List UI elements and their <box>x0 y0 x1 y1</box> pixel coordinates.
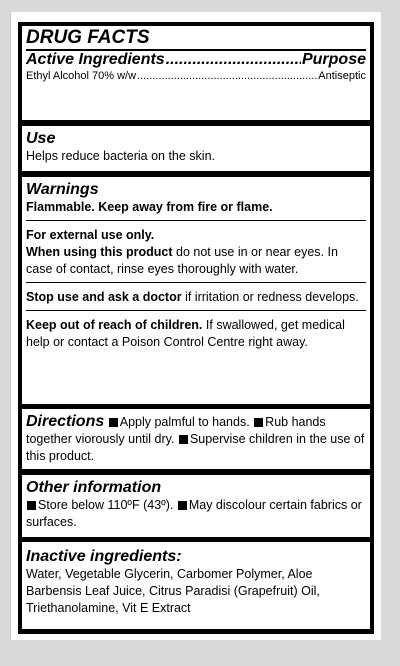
inactive-text: Water, Vegetable Glycerin, Carbomer Polymer, Aloe Barbensis Leaf Juice, Citrus Paradisi (Grapefruit) Oil, Triethanolamine, Vit E Extract <box>26 567 320 615</box>
active-heading: Active Ingredients <box>26 51 165 68</box>
bullet-square-icon <box>27 501 36 510</box>
when-using-text: do not use in or near eyes. In case of contact, rinse eyes thoroughly with water. <box>26 245 338 276</box>
other-info-item-1: Store below 110ºF (43º). <box>38 498 174 512</box>
ingredient-purpose: Antiseptic <box>318 70 366 82</box>
use-text: Helps reduce bacteria on the skin. <box>26 149 215 163</box>
directions-paragraph <box>26 413 366 465</box>
flammable-warning: Flammable. Keep away from fire or flame. <box>26 200 273 214</box>
external-use-warning: For external use only. <box>26 228 155 242</box>
active-heading-row <box>26 51 366 69</box>
when-using-lead: When using this product <box>26 245 173 259</box>
when-using-paragraph <box>26 244 366 278</box>
purpose-heading: Purpose <box>301 51 366 68</box>
drug-facts-title: DRUG FACTS <box>26 27 150 48</box>
leader-dots <box>137 69 317 83</box>
children-text: If swallowed, get medical help or contact a Poison Control Centre right away. <box>26 318 345 349</box>
other-info-heading: Other information <box>26 479 162 496</box>
use-section <box>22 126 370 171</box>
bullet-square-icon <box>179 435 188 444</box>
stop-use-lead: Stop use and ask a doctor <box>26 290 182 304</box>
warnings-section <box>22 177 370 404</box>
use-heading: Use <box>26 130 56 147</box>
bullet-square-icon <box>109 418 118 427</box>
label-card <box>10 12 381 640</box>
stop-use-text: if irritation or redness develops. <box>181 290 359 304</box>
inactive-ingredients-section <box>22 542 370 629</box>
ingredient-row <box>26 69 366 83</box>
bullet-square-icon <box>254 418 263 427</box>
divider <box>26 220 366 221</box>
inactive-heading: Inactive ingredients: <box>26 548 182 565</box>
children-lead: Keep out of reach of children. <box>26 318 203 332</box>
children-paragraph <box>26 317 366 351</box>
ingredient-name: Ethyl Alcohol 70% w/w <box>26 70 137 82</box>
directions-heading: Directions <box>26 413 105 430</box>
direction-step-2: Rub hands together viorously until dry. <box>26 415 326 446</box>
bullet-square-icon <box>178 501 187 510</box>
other-info-paragraph <box>26 497 366 531</box>
stop-use-paragraph <box>26 289 366 306</box>
directions-section <box>22 409 370 469</box>
divider <box>26 282 366 283</box>
direction-step-1: Apply palmful to hands. <box>119 415 250 429</box>
direction-step-3: Supervise children in the use of this product. <box>26 432 365 463</box>
other-info-item-2: May discolour certain fabrics or surfaces. <box>26 498 362 529</box>
active-ingredients-section <box>22 26 370 120</box>
leader-dots <box>166 51 301 69</box>
other-information-section <box>22 475 370 537</box>
drug-facts-frame <box>18 22 374 634</box>
divider <box>26 310 366 311</box>
warnings-heading: Warnings <box>26 181 99 198</box>
